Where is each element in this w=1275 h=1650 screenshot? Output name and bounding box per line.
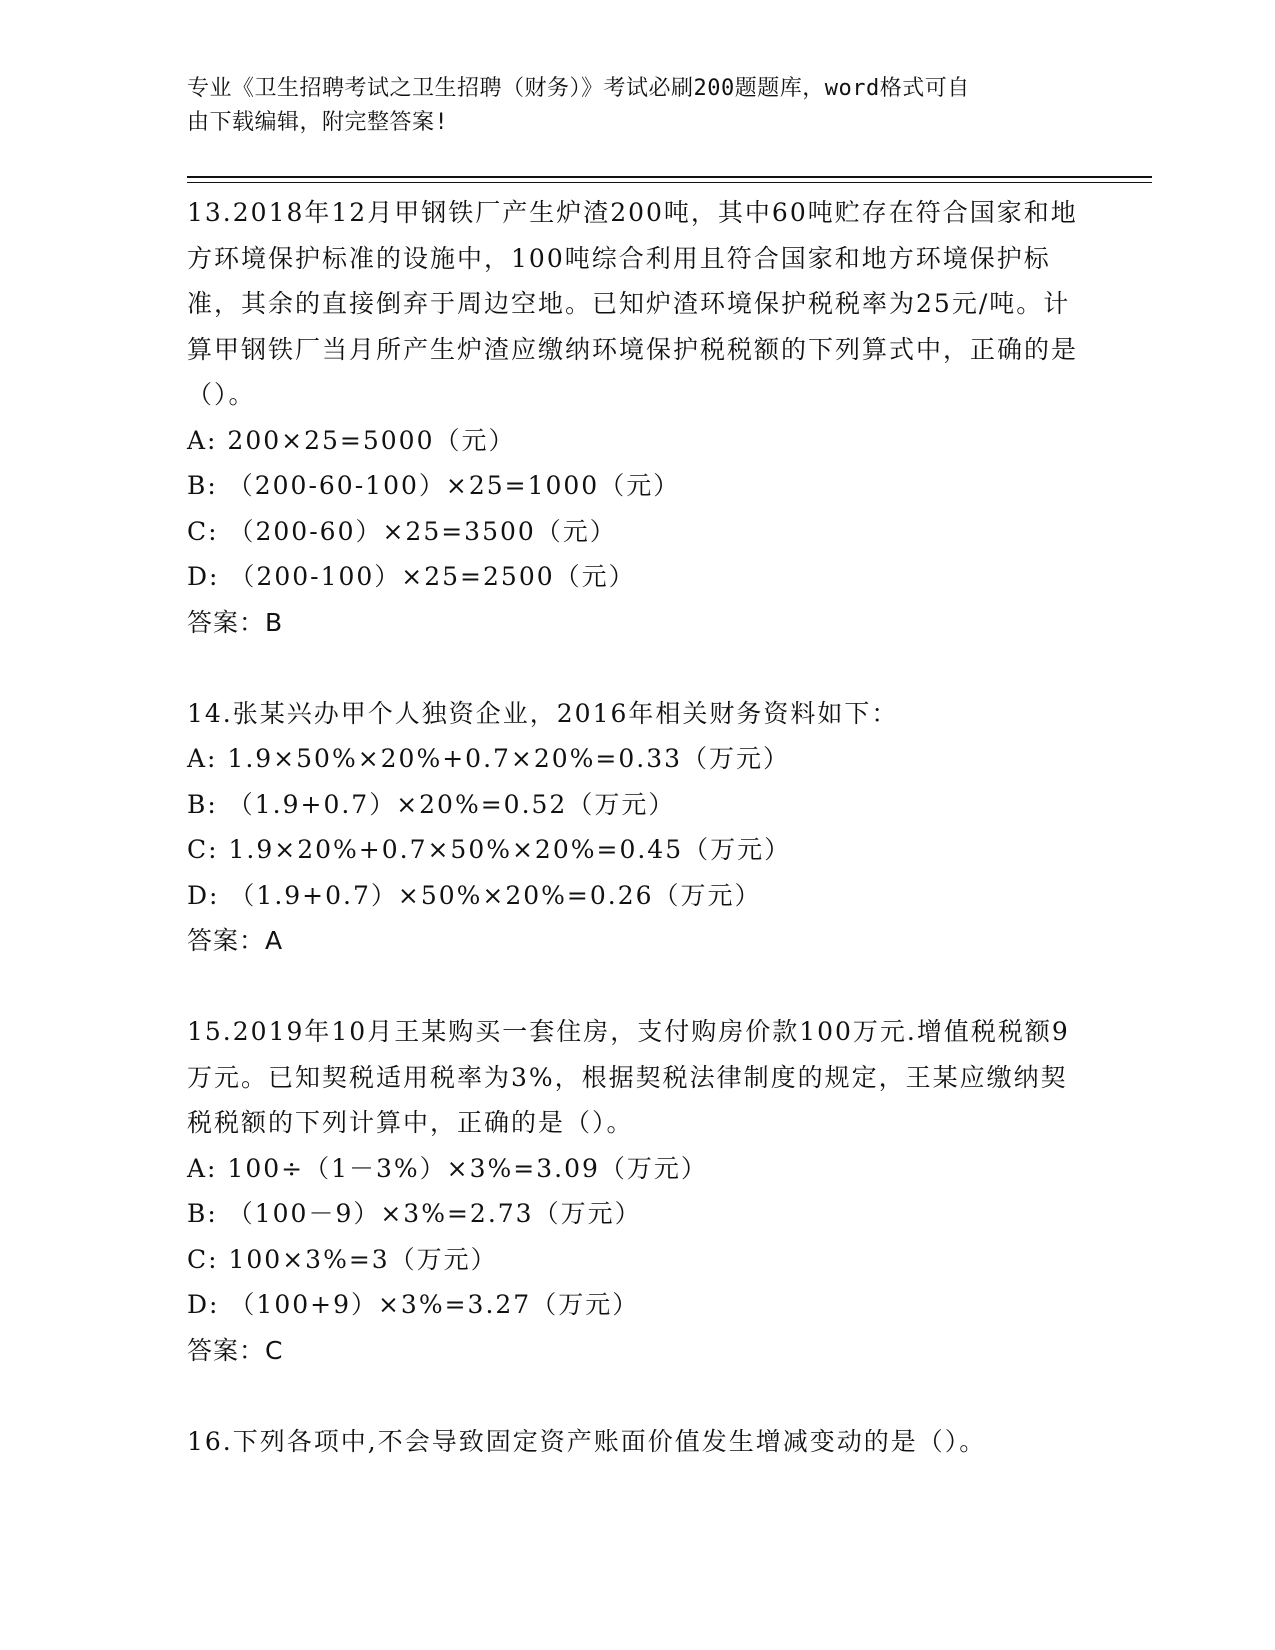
question-15: [187, 1009, 1087, 1373]
spacer: [187, 964, 1087, 1010]
question-text: 13.2018年12月甲钢铁厂产生炉渣200吨，其中60吨贮存在符合国家和地方环境保护标准的设施中，100吨综合利用且符合国家和地方环境保护标准，其余的直接倒弃于周边空地。已知炉渣环境保护税税率为25元/吨。计算甲钢铁厂当月所产生炉渣应缴纳环境保护税税额的下列算式中，正确的是（）。: [187, 198, 1079, 409]
answer: 答案：C: [187, 1335, 284, 1365]
question-13: [187, 190, 1087, 645]
question-text: 15.2019年10月王某购买一套住房，支付购房价款100万元.增值税税额9万元。已知契税适用税率为3%，根据契税法律制度的规定，王某应缴纳契税税额的下列计算中，正确的是（）。: [187, 1017, 1070, 1137]
option-d: D: （100+9）×3%=3.27（万元）: [187, 1290, 640, 1319]
option-a: A: 200×25=5000（元）: [187, 425, 516, 455]
question-14: [187, 691, 1087, 964]
question-16: [187, 1419, 1087, 1465]
option-c: C: （200-60）×25=3500（元）: [187, 516, 617, 546]
option-c: C: 1.9×20%+0.7×50%×20%=0.45（万元）: [187, 835, 792, 864]
option-b: B: （100－9）×3%=2.73（万元）: [187, 1199, 642, 1228]
header-divider-thick: [187, 176, 1152, 178]
option-d: D: （1.9+0.7）×50%×20%=0.26（万元）: [187, 880, 762, 910]
option-c: C: 100×3%=3（万元）: [187, 1244, 498, 1274]
option-b: B: （1.9+0.7）×20%=0.52（万元）: [187, 789, 676, 819]
question-text: 14.张某兴办甲个人独资企业，2016年相关财务资料如下：: [187, 698, 899, 728]
option-d: D: （200-100）×25=2500（元）: [187, 562, 636, 591]
header-divider-thin: [187, 182, 1152, 183]
document-header: [187, 72, 1067, 140]
option-a: A: 1.9×50%×20%+0.7×20%=0.33（万元）: [187, 744, 791, 773]
header-line-1: 专业《卫生招聘考试之卫生招聘（财务）》考试必刷200题题库，word格式可自: [187, 76, 970, 101]
answer: 答案：B: [187, 607, 284, 637]
question-text: 16.下列各项中,不会导致固定资产账面价值发生增减变动的是（）。: [187, 1426, 987, 1456]
spacer: [187, 645, 1087, 691]
option-b: B: （200-60-100）×25=1000（元）: [187, 471, 681, 500]
question-list: [187, 190, 1087, 1464]
option-a: A: 100÷（1－3%）×3%=3.09（万元）: [187, 1153, 708, 1183]
header-line-2: 由下载编辑，附完整答案!: [187, 110, 449, 135]
answer: 答案：A: [187, 926, 284, 955]
spacer: [187, 1373, 1087, 1419]
